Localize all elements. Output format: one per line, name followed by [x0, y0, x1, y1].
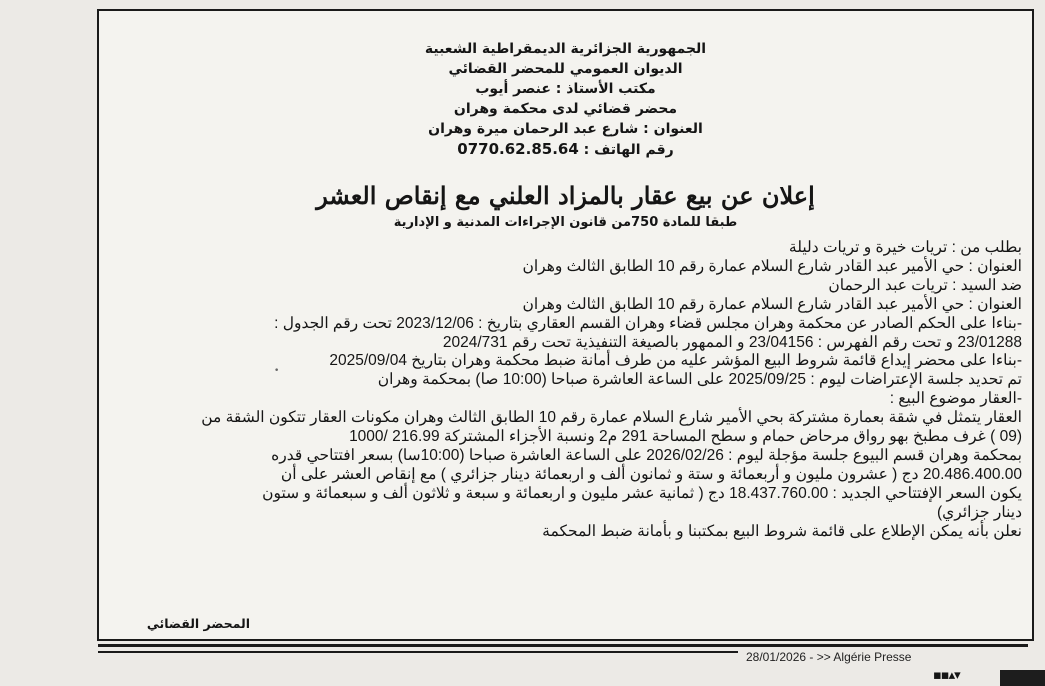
footer-source: 28/01/2026 - >> Algérie Presse — [746, 650, 912, 664]
body-line: بطلب من : تريات خيرة و تريات دليلة — [788, 239, 1022, 256]
bottom-rule-secondary — [98, 651, 738, 653]
body-line: العقار يتمثل في شقة بعمارة مشتركة بحي الأمير شارع السلام عمارة رقم 10 الطابق الثالث وهران مكونات العقار تتكون الشقة من — [201, 409, 1022, 427]
signature: المحضر القضائي — [146, 616, 250, 631]
body-line: يكون السعر الإفتتاحي الجديد : 18.437.760.00 دج ( ثمانية عشر مليون و اربعمائة و سبعة و ثلاثون ألف و سبعمائة و ستون — [262, 484, 1022, 502]
announcement-body — [122, 239, 1022, 542]
body-line: تم تحديد جلسة الإعتراضات ليوم : 2025/09/25 على الساعة العاشرة صباحا (10:00 صا) بمحكمة وهران — [377, 371, 1022, 389]
body-line: 23/01288 و تحت رقم الفهرس : 23/04156 و الممهور بالصيغة التنفيذية تحت رقم 2024/731 — [442, 333, 1022, 351]
body-line: -بناءا على الحكم الصادر عن محكمة وهران مجلس قضاء وهران القسم العقاري بتاريخ : 2023/12/06 تحت رقم الجدول : — [274, 314, 1022, 332]
body-line: العنوان : حي الأمير عبد القادر شارع السلام عمارة رقم 10 الطابق الثالث وهران — [522, 257, 1022, 275]
dark-corner-block — [1000, 670, 1045, 686]
header-line-republic: الجمهورية الجزائرية الديمقراطية الشعبية — [424, 41, 707, 57]
announcement-title: إعلان عن بيع عقار بالمزاد العلني مع إنقاص العشر — [316, 181, 815, 210]
phone-label: رقم الهاتف : — [583, 142, 674, 158]
header-line-phone — [99, 139, 1032, 160]
body-line: العنوان : حي الأمير عبد القادر شارع السلام عمارة رقم 10 الطابق الثالث وهران — [522, 295, 1022, 313]
body-line: -بناءا على محضر إيداع قائمة شروط البيع المؤشر عليه من طرف أمانة ضبط محكمة وهران بتاريخ 2025/09/04 — [329, 352, 1022, 370]
header-line-bailiff-name: مكتب الأستاذ : عنصر أيوب — [475, 81, 656, 97]
partial-logo-icon: ▪▪▴▾ — [933, 668, 960, 683]
body-line: بمحكمة وهران قسم البيوع جلسة مؤجلة ليوم : 2026/02/26 على الساعة العاشرة صباحا (10:00سا) بسعر افتتاحي قدره — [271, 446, 1022, 464]
body-line: ضد السيد : تريات عبد الرحمان — [828, 276, 1022, 294]
announcement-frame — [97, 9, 1034, 641]
header-line-address: العنوان : شارع عبد الرحمان ميرة وهران — [428, 121, 703, 137]
header-block — [99, 39, 1032, 160]
phone-number: 0770.62.85.64 — [457, 140, 579, 158]
header-line-office: الديوان العمومي للمحضر القضائي — [448, 61, 683, 77]
announcement-subtitle: طبقا للمادة 750من قانون الإجراءات المدنية و الإدارية — [393, 215, 738, 230]
body-line: دينار جزائري) — [936, 503, 1022, 521]
header-line-court: محضر قضائي لدى محكمة وهران — [453, 101, 678, 117]
bottom-rule — [98, 644, 1028, 647]
body-line: (09 ) غرف مطبخ بهو رواق مرحاض حمام و سطح المساحة 291 م2 ونسبة الأجزاء المشتركة 216.99 /1000 — [349, 428, 1022, 446]
print-speck: • — [274, 366, 280, 376]
body-line: 20.486.400.00 دج ( عشرون مليون و أربعمائة و ستة و ثمانون ألف و اربعمائة دينار جزائري ) مع إنقاص العشر على أن — [280, 465, 1022, 483]
body-line: نعلن بأنه يمكن الإطلاع على قائمة شروط البيع بمكتبنا و بأمانة ضبط المحكمة — [542, 522, 1022, 540]
body-line: -العقار موضوع البيع : — [889, 390, 1022, 408]
